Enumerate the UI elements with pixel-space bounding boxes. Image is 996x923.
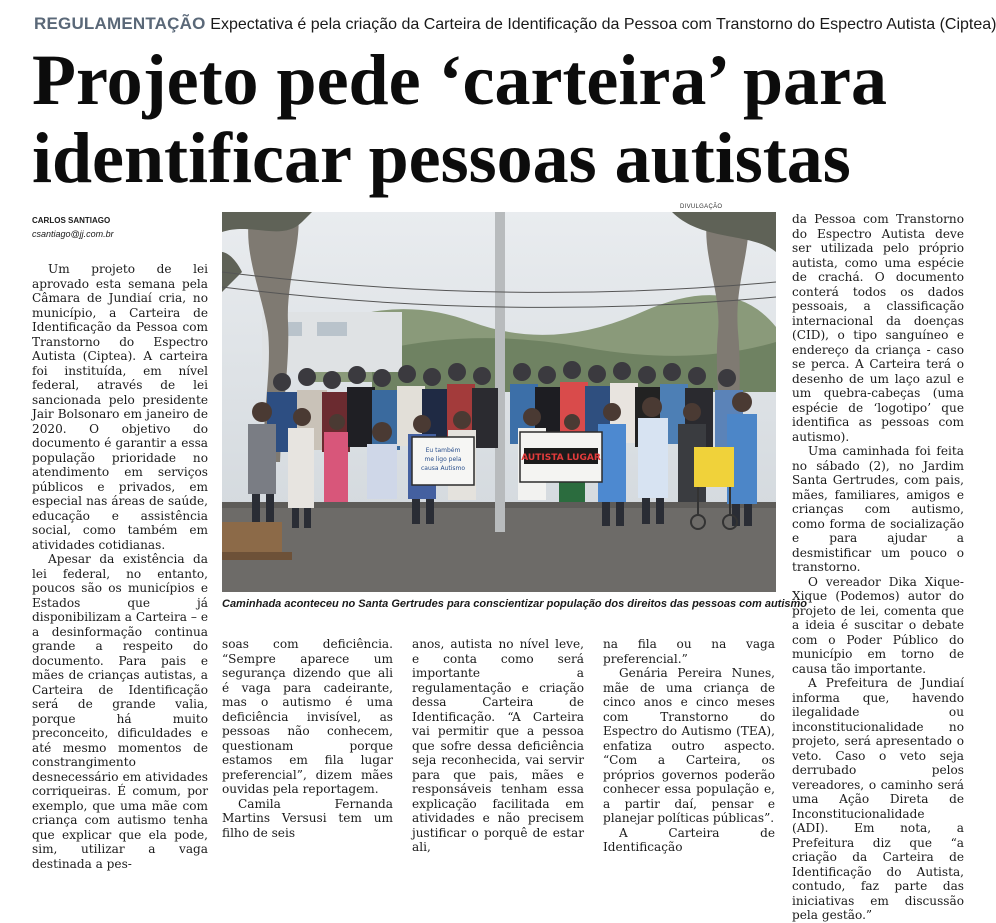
article-column-4 [603,637,775,855]
article-column-3 [412,637,584,855]
group-photo-illustration [222,212,776,592]
paragraph: A Carteira de Identificação [603,825,775,854]
banner-right-text: AUTISTA LUGAR [521,453,601,463]
article-column-2 [222,637,393,840]
subheadline: Expectativa é pela criação da Carteira de Identificação da Pessoa com Transtorno do Espectro Autista (Ciptea) [210,16,996,33]
photo-credit: DIVULGAÇÃO [680,204,723,210]
banner-left-text: Eu também me ligo pela causa Autismo [420,447,466,472]
kicker [34,14,996,34]
paragraph: da Pessoa com Transtorno do Espectro Autista deve ser utilizada pelo próprio autista, como uma espécie de crachá. O documento conterá todos os dados pessoais, a classificação internacional da doenças (CID), o tipo sanguíneo e endereço da criança - caso se perca. A Carteira terá o desenho de um laço azul e um quebra-cabeças (uma espécie de ‘logotipo’ que identifica as pessoas com autismo). [792,212,964,444]
byline-email: csantiago@jj.com.br [32,229,114,239]
section-tag: REGULAMENTAÇÃO [34,14,206,33]
paragraph: O vereador Dika Xique-Xique (Podemos) autor do projeto de lei, comenta que a ideia é suscitar o debate com o Poder Público do município em torno de causa tão importante. [792,574,964,676]
news-photo [222,212,776,592]
paragraph: na fila ou na vaga preferencial.” [603,637,775,666]
article-column-5 [792,212,964,923]
paragraph: Apesar da existência da lei federal, no entanto, poucos são os municípios e Estados que já disponibilizam a Carteira – e a desinformação continua grande a respeito do documento. Para pais e mães de crianças autistas, a Carteira de Identificação será de grande valia, porque há muito preconceito, dificuldades e até mesmo momentos de constrangimento desnecessário em atividades corriqueiras. É comum, por exemplo, que uma mãe com criança com autismo tenha que explicar que ela pode, sim, utilizar a vaga destinada a pes- [32,552,208,871]
paragraph: Um projeto de lei aprovado esta semana pela Câmara de Jundiaí cria, no município, a Carteira de Identificação da Pessoa com Transtorno do Espectro Autista (Ciptea). A carteira foi instituída, em nível federal, através de lei sancionada pelo presidente Jair Bolsonaro em janeiro de 2020. O objetivo do documento é garantir a essa população prioridade no atendimento em serviços públicos e privados, em especial nas áreas de saúde, educação e assistência social, como também em atividades cotidianas. [32,262,208,552]
paragraph: A Prefeitura de Jundiaí informa que, havendo ilegalidade ou inconstitucionalidade no projeto, será apresentado o veto. Caso o veto seja derrubado pelos vereadores, o caminho será uma Ação Direta de Inconstitucionalidade (ADI). Em nota, a Prefeitura diz que “a criação da Carteira de Identificação do Autista, contudo, faz parte das iniciativas em discussão pela gestão.” [792,676,964,922]
paragraph: soas com deficiência. “Sempre aparece um segurança dizendo que ali é vaga para cadeirante, mas o autismo é uma deficiência invisível, as pessoas não conhecem, questionam porque estamos em fila lugar preferencial”, dizem mães ouvidas pela reportagem. [222,637,393,796]
photo-caption: Caminhada aconteceu no Santa Gertrudes para conscientizar população dos direitos das pessoas com autismo [222,598,807,610]
byline-author: CARLOS SANTIAGO [32,216,111,225]
paragraph: Genária Pereira Nunes, mãe de uma criança de cinco anos e cinco meses com Transtorno do Espectro do Autismo (TEA), enfatiza outro aspecto. “Com a Carteira, os próprios governos poderão conhecer essa população e, a partir daí, pensar e planejar políticas públicas”. [603,666,775,825]
paragraph: Uma caminhada foi feita no sábado (2), no Jardim Santa Gertrudes, com pais, mães, familiares, amigos e crianças com autismo, como forma de socialização e para ajudar a desmistificar um pouco o transtorno. [792,444,964,574]
headline: Projeto pede ‘carteira’ para identificar pessoas autistas [32,40,887,198]
article-column-1 [32,262,208,871]
paragraph: anos, autista no nível leve, e conta como será importante a regulamentação e criação dessa Carteira de Identificação. “A Carteira vai permitir que a pessoa que sofre dessa deficiência seja reconhecida, vai servir para que pais, mães e responsáveis tenham essa explicação facilitada em atividades e não precisem justificar o porquê de estar ali, [412,637,584,854]
paragraph: Camila Fernanda Martins Versusi tem um filho de seis [222,796,393,840]
